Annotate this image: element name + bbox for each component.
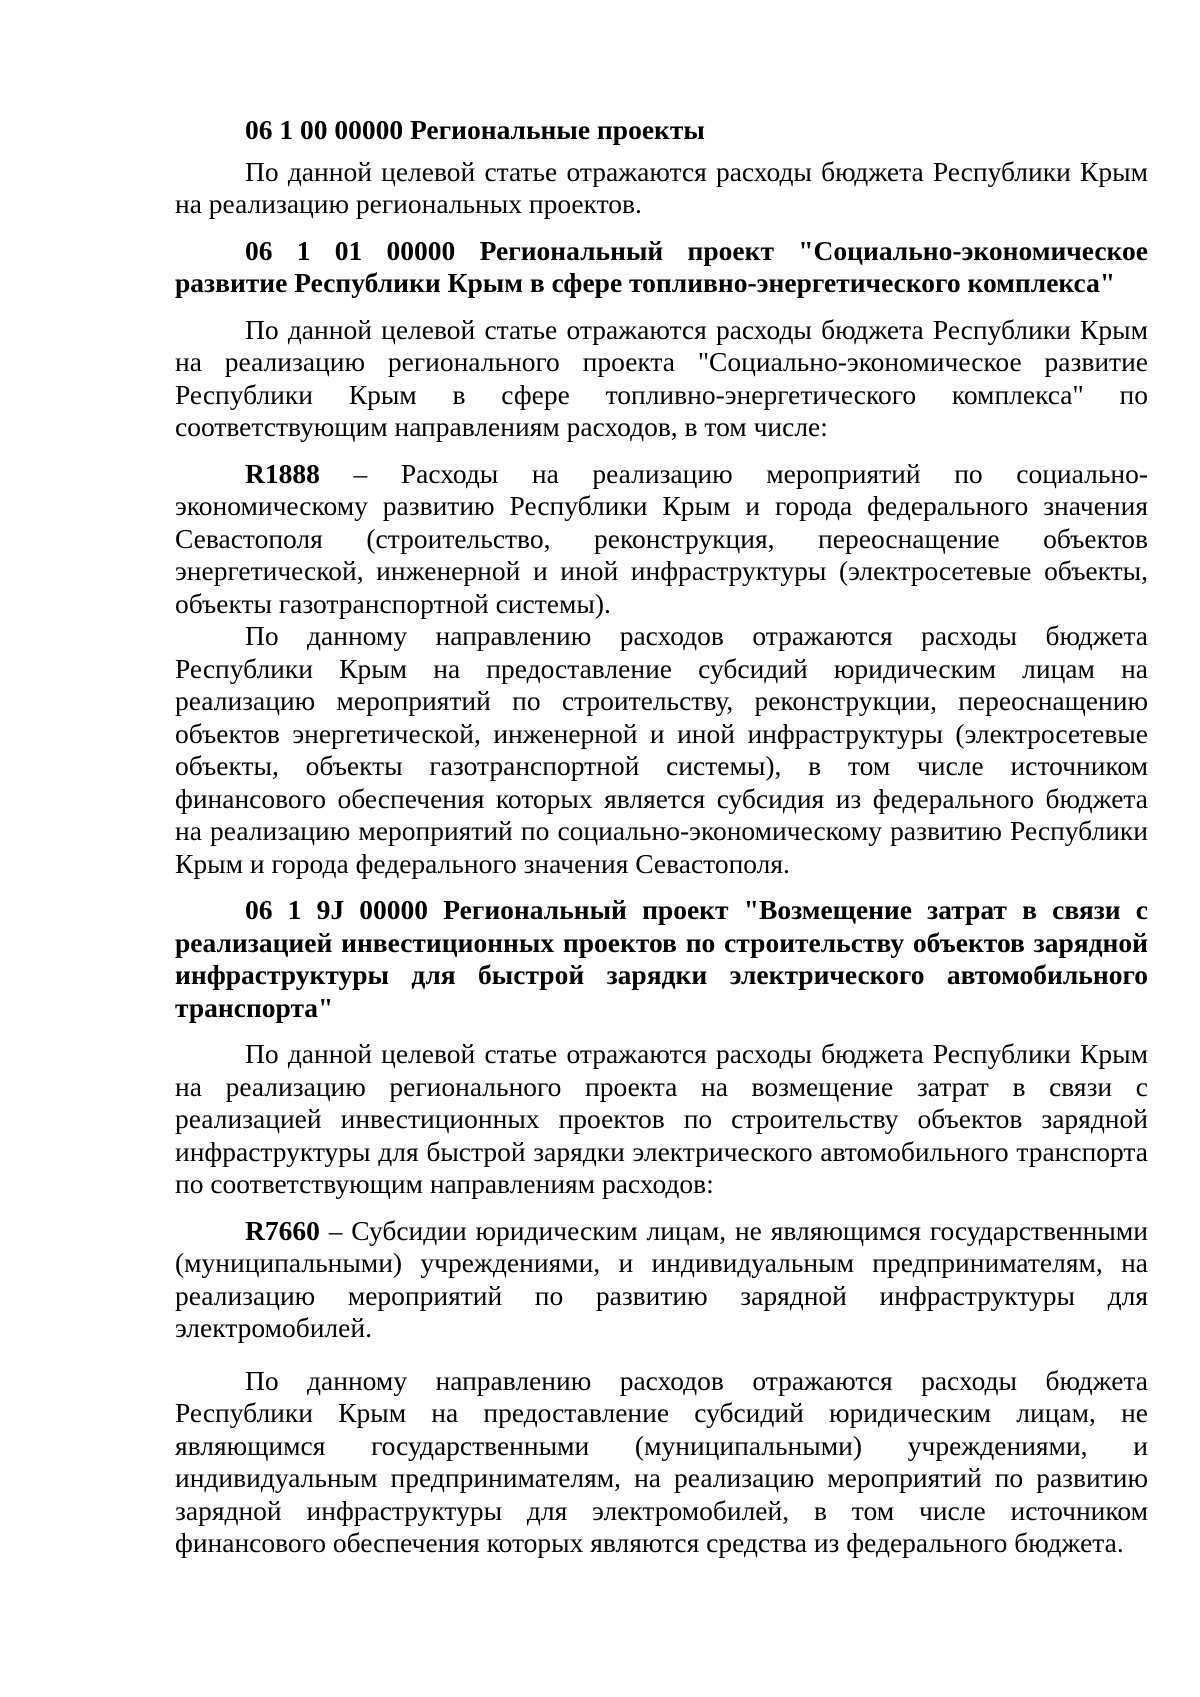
section-heading: 06 1 01 00000 Региональный проект "Социально-экономическое развитие Республики Крым в сфере топливно-энергетического комплекса" bbox=[175, 234, 1148, 298]
expense-direction bbox=[175, 458, 1148, 621]
section-paragraph: По данной целевой статье отражаются расходы бюджета Республики Крым на реализацию регионального проекта "Социально-экономическое развитие Республики Крым в сфере топливно-энергетического комплекса" по соответствующим направлениям расходов, в том числе: bbox=[175, 313, 1148, 442]
document-page bbox=[175, 114, 1148, 1560]
section-heading: 06 1 00 00000 Региональные проекты bbox=[245, 114, 705, 145]
direction-title: – Расходы на реализацию мероприятий по социально-экономическому развитию Республики Крым и города федерального значения Севастополя (строительство, реконструкция, переоснащение объектов энергетической, инженерной и иной инфраструктуры (электросетевые объекты, объекты газотранспортной системы). bbox=[175, 457, 1148, 619]
expense-direction bbox=[175, 1215, 1148, 1345]
direction-code: R7660 bbox=[245, 1214, 320, 1246]
section-paragraph: По данной целевой статье отражаются расходы бюджета Республики Крым на реализацию регионального проекта на возмещение затрат в связи с реализацией инвестиционных проектов по строительству объектов зарядной инфраструктуры для быстрой зарядки электрического автомобильного транспорта по соответствующим направлениям расходов: bbox=[175, 1038, 1148, 1199]
direction-description: По данному направлению расходов отражаются расходы бюджета Республики Крым на предоставление субсидий юридическим лицам на реализацию мероприятий по строительству, реконструкции, переоснащению объектов энергетической, инженерной и иной инфраструктуры (электросетевые объекты, объекты газотранспортной системы), в том числе источником финансового обеспечения которых является субсидия из федерального бюджета на реализацию мероприятий по социально-экономическому развитию Республики Крым и города федерального значения Севастополя. bbox=[175, 620, 1148, 879]
direction-description: По данному направлению расходов отражаются расходы бюджета Республики Крым на предоставление субсидий юридическим лицам, не являющимся государственными (муниципальными) учреждениями, и индивидуальным предпринимателям, на реализацию мероприятий по развитию зарядной инфраструктуры для электромобилей, в том числе источником финансового обеспечения которых являются средства из федерального бюджета. bbox=[175, 1364, 1148, 1558]
direction-code: R1888 bbox=[245, 457, 320, 489]
section-heading: 06 1 9J 00000 Региональный проект "Возмещение затрат в связи с реализацией инвестиционных проектов по строительству объектов зарядной инфраструктуры для быстрой зарядки электрического автомобильного транспорта" bbox=[175, 894, 1148, 1023]
direction-title: – Субсидии юридическим лицам, не являющимся государственными (муниципальными) учреждениями, и индивидуальным предпринимателям, на реализацию мероприятий по развитию зарядной инфраструктуры для электромобилей. bbox=[175, 1214, 1148, 1343]
section-paragraph: По данной целевой статье отражаются расходы бюджета Республики Крым на реализацию региональных проектов. bbox=[175, 155, 1148, 219]
